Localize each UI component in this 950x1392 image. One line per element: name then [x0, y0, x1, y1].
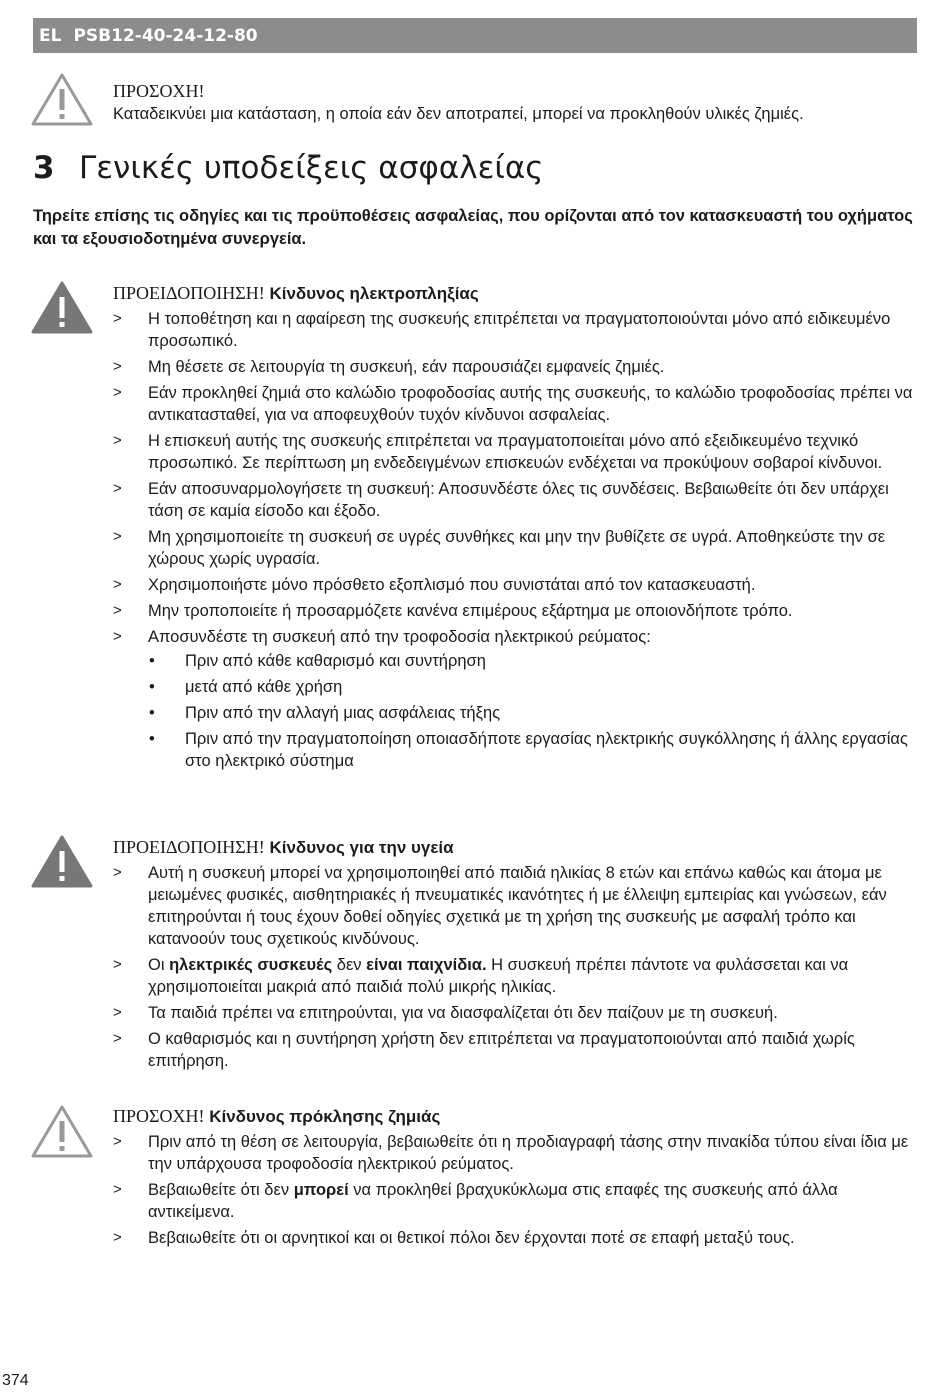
list-item: [113, 1179, 918, 1223]
list-item: > Μη θέσετε σε λειτουργία τη συσκευή, εάν παρουσιάζει εμφανείς ζημιές.: [113, 356, 918, 378]
page-number: 374: [2, 1372, 29, 1389]
top-caution: [113, 80, 918, 125]
caution-outline-icon: [30, 72, 94, 128]
list-item: > Αυτή η συσκευή μπορεί να χρησιμοποιηθεί από παιδιά ηλικίας 8 ετών και επάνω καθώς και άτομα με μειωμένες φυσικές, αισθητηριακές ή πνευματικές ικανότητες ή με έλλειψη εμπειρίας και γνώσεων, εάν επιτηρούνται ή τους έχουν δοθεί οδηγίες σχετικά με τη χρήση της συσκευής με ασφαλή τρόπο και κατανοούν τους σχετικούς κινδύνους.: [113, 862, 918, 950]
list-item: > Η επισκευή αυτής της συσκευής επιτρέπεται να πραγματοποιείται μόνο από εξειδικευμένο τεχνικό προσωπικό. Σε περίπτωση μη ενδεδειγμένων επισκευών ενδέχεται να προκύψουν σοβαροί κίνδυνοι.: [113, 430, 918, 474]
bullet-list: [113, 650, 918, 772]
list-item: > Εάν προκληθεί ζημιά στο καλώδιο τροφοδοσίας αυτής της συσκευής, το καλώδιο τροφοδοσίας πρέπει να αντικατασταθεί, για να αποφευχθούν τυχόν κίνδυνοι ασφαλείας.: [113, 382, 918, 426]
list-item: > Μην τροποποιείτε ή προσαρμόζετε κανένα επιμέρους εξάρτημα με οποιονδήποτε τρόπο.: [113, 600, 918, 622]
bullet-item: • Πριν από κάθε καθαρισμό και συντήρηση: [113, 650, 918, 672]
list-item: > Χρησιμοποιήστε μόνο πρόσθετο εξοπλισμό που συνιστάται από τον κατασκευαστή.: [113, 574, 918, 596]
list-item-prefix: Βεβαιωθείτε ότι δεν: [148, 1181, 294, 1199]
caution-list: [113, 1131, 918, 1249]
list-item: > Ο καθαρισμός και η συντήρηση χρήστη δεν επιτρέπεται να πραγματοποιούνται από παιδιά χωρίς επιτήρηση.: [113, 1028, 918, 1072]
section-title: Γενικές υποδείξεις ασφαλείας: [79, 150, 544, 186]
warning-label: ΠΡΟΕΙΔΟΠΟΙΗΣΗ!: [113, 283, 265, 303]
warning-electric-shock: [113, 282, 918, 776]
warning-subtitle: Κίνδυνος ηλεκτροπληξίας: [269, 284, 479, 303]
caution-outline-icon: [30, 1104, 94, 1160]
warning-health-risk: [113, 836, 918, 1076]
bullet-item: • μετά από κάθε χρήση: [113, 676, 918, 698]
list-item: [113, 954, 918, 998]
list-item-bold: είναι παιχνίδια.: [366, 956, 487, 974]
list-item: > Τα παιδιά πρέπει να επιτηρούνται, για να διασφαλίζεται ότι δεν παίζουν με τη συσκευή.: [113, 1002, 918, 1024]
warning-filled-icon: [30, 280, 94, 336]
bullet-item: • Πριν από την πραγματοποίηση οποιασδήποτε εργασίας ηλεκτρικής συγκόλλησης ή άλλης εργασίας στο ηλεκτρικό σύστημα: [113, 728, 918, 772]
header-bar: [33, 18, 917, 53]
list-item: > Μη χρησιμοποιείτε τη συσκευή σε υγρές συνθήκες και μην την βυθίζετε σε υγρά. Αποθηκεύστε την σε χώρους χωρίς υγρασία.: [113, 526, 918, 570]
warning-label: ΠΡΟΕΙΔΟΠΟΙΗΣΗ!: [113, 837, 265, 857]
list-item-mid: δεν: [332, 956, 367, 974]
warning-subtitle: Κίνδυνος για την υγεία: [269, 838, 454, 857]
list-item: > Βεβαιωθείτε ότι οι αρνητικοί και οι θετικοί πόλοι δεν έρχονται ποτέ σε επαφή μεταξύ τους.: [113, 1227, 918, 1249]
list-item-bold: ηλεκτρικές συσκευές: [169, 956, 333, 974]
caution-text: Καταδεικνύει μια κατάσταση, η οποία εάν δεν αποτραπεί, μπορεί να προκληθούν υλικές ζημιές.: [113, 105, 804, 123]
list-item: > Εάν αποσυναρμολογήσετε τη συσκευή: Αποσυνδέστε όλες τις συνδέσεις. Βεβαιωθείτε ότι δεν υπάρχει τάση σε καμία είσοδο και έξοδο.: [113, 478, 918, 522]
caution-damage-risk: [113, 1105, 918, 1253]
warning-filled-icon: [30, 834, 94, 890]
model-number: PSB12-40-24-12-80: [73, 25, 258, 46]
bullet-item: • Πριν από την αλλαγή μιας ασφάλειας τήξης: [113, 702, 918, 724]
list-item-bold: μπορεί: [293, 1181, 349, 1199]
list-item: [113, 626, 918, 772]
intro-paragraph: Τηρείτε επίσης τις οδηγίες και τις προϋποθέσεις ασφαλείας, που ορίζονται από τον κατασκευαστή του οχήματος και τα εξουσιοδοτημένα συνεργεία.: [33, 207, 913, 248]
warning-list: [113, 862, 918, 1072]
warning-list: [113, 308, 918, 772]
list-item-rest: Η συσκευή πρέπει πάντοτε να φυλάσσεται και να χρησιμοποιείται μακριά από παιδιά πολύ μικρής ηλικίας.: [148, 956, 849, 996]
caution-label: ΠΡΟΣΟΧΗ!: [113, 1106, 205, 1126]
caution-subtitle: Κίνδυνος πρόκλησης ζημιάς: [209, 1107, 441, 1126]
list-item: > Η τοποθέτηση και η αφαίρεση της συσκευής επιτρέπεται να πραγματοποιούνται μόνο από ειδικευμένο προσωπικό.: [113, 308, 918, 352]
list-item: > Πριν από τη θέση σε λειτουργία, βεβαιωθείτε ότι η προδιαγραφή τάσης στην πινακίδα τύπου είναι ίδια με την υπάρχουσα τροφοδοσία ηλεκτρικού ρεύματος.: [113, 1131, 918, 1175]
list-item-rest: να προκληθεί βραχυκύκλωμα στις επαφές της συσκευής από άλλα αντικείμενα.: [148, 1181, 838, 1221]
section-number: 3: [33, 150, 55, 186]
language-code: EL: [39, 25, 62, 46]
section-heading: [33, 150, 913, 186]
caution-label: ΠΡΟΣΟΧΗ!: [113, 81, 205, 101]
list-item-prefix: Οι: [148, 956, 170, 974]
list-item-text: Αποσυνδέστε τη συσκευή από την τροφοδοσία ηλεκτρικού ρεύματος:: [148, 628, 651, 646]
